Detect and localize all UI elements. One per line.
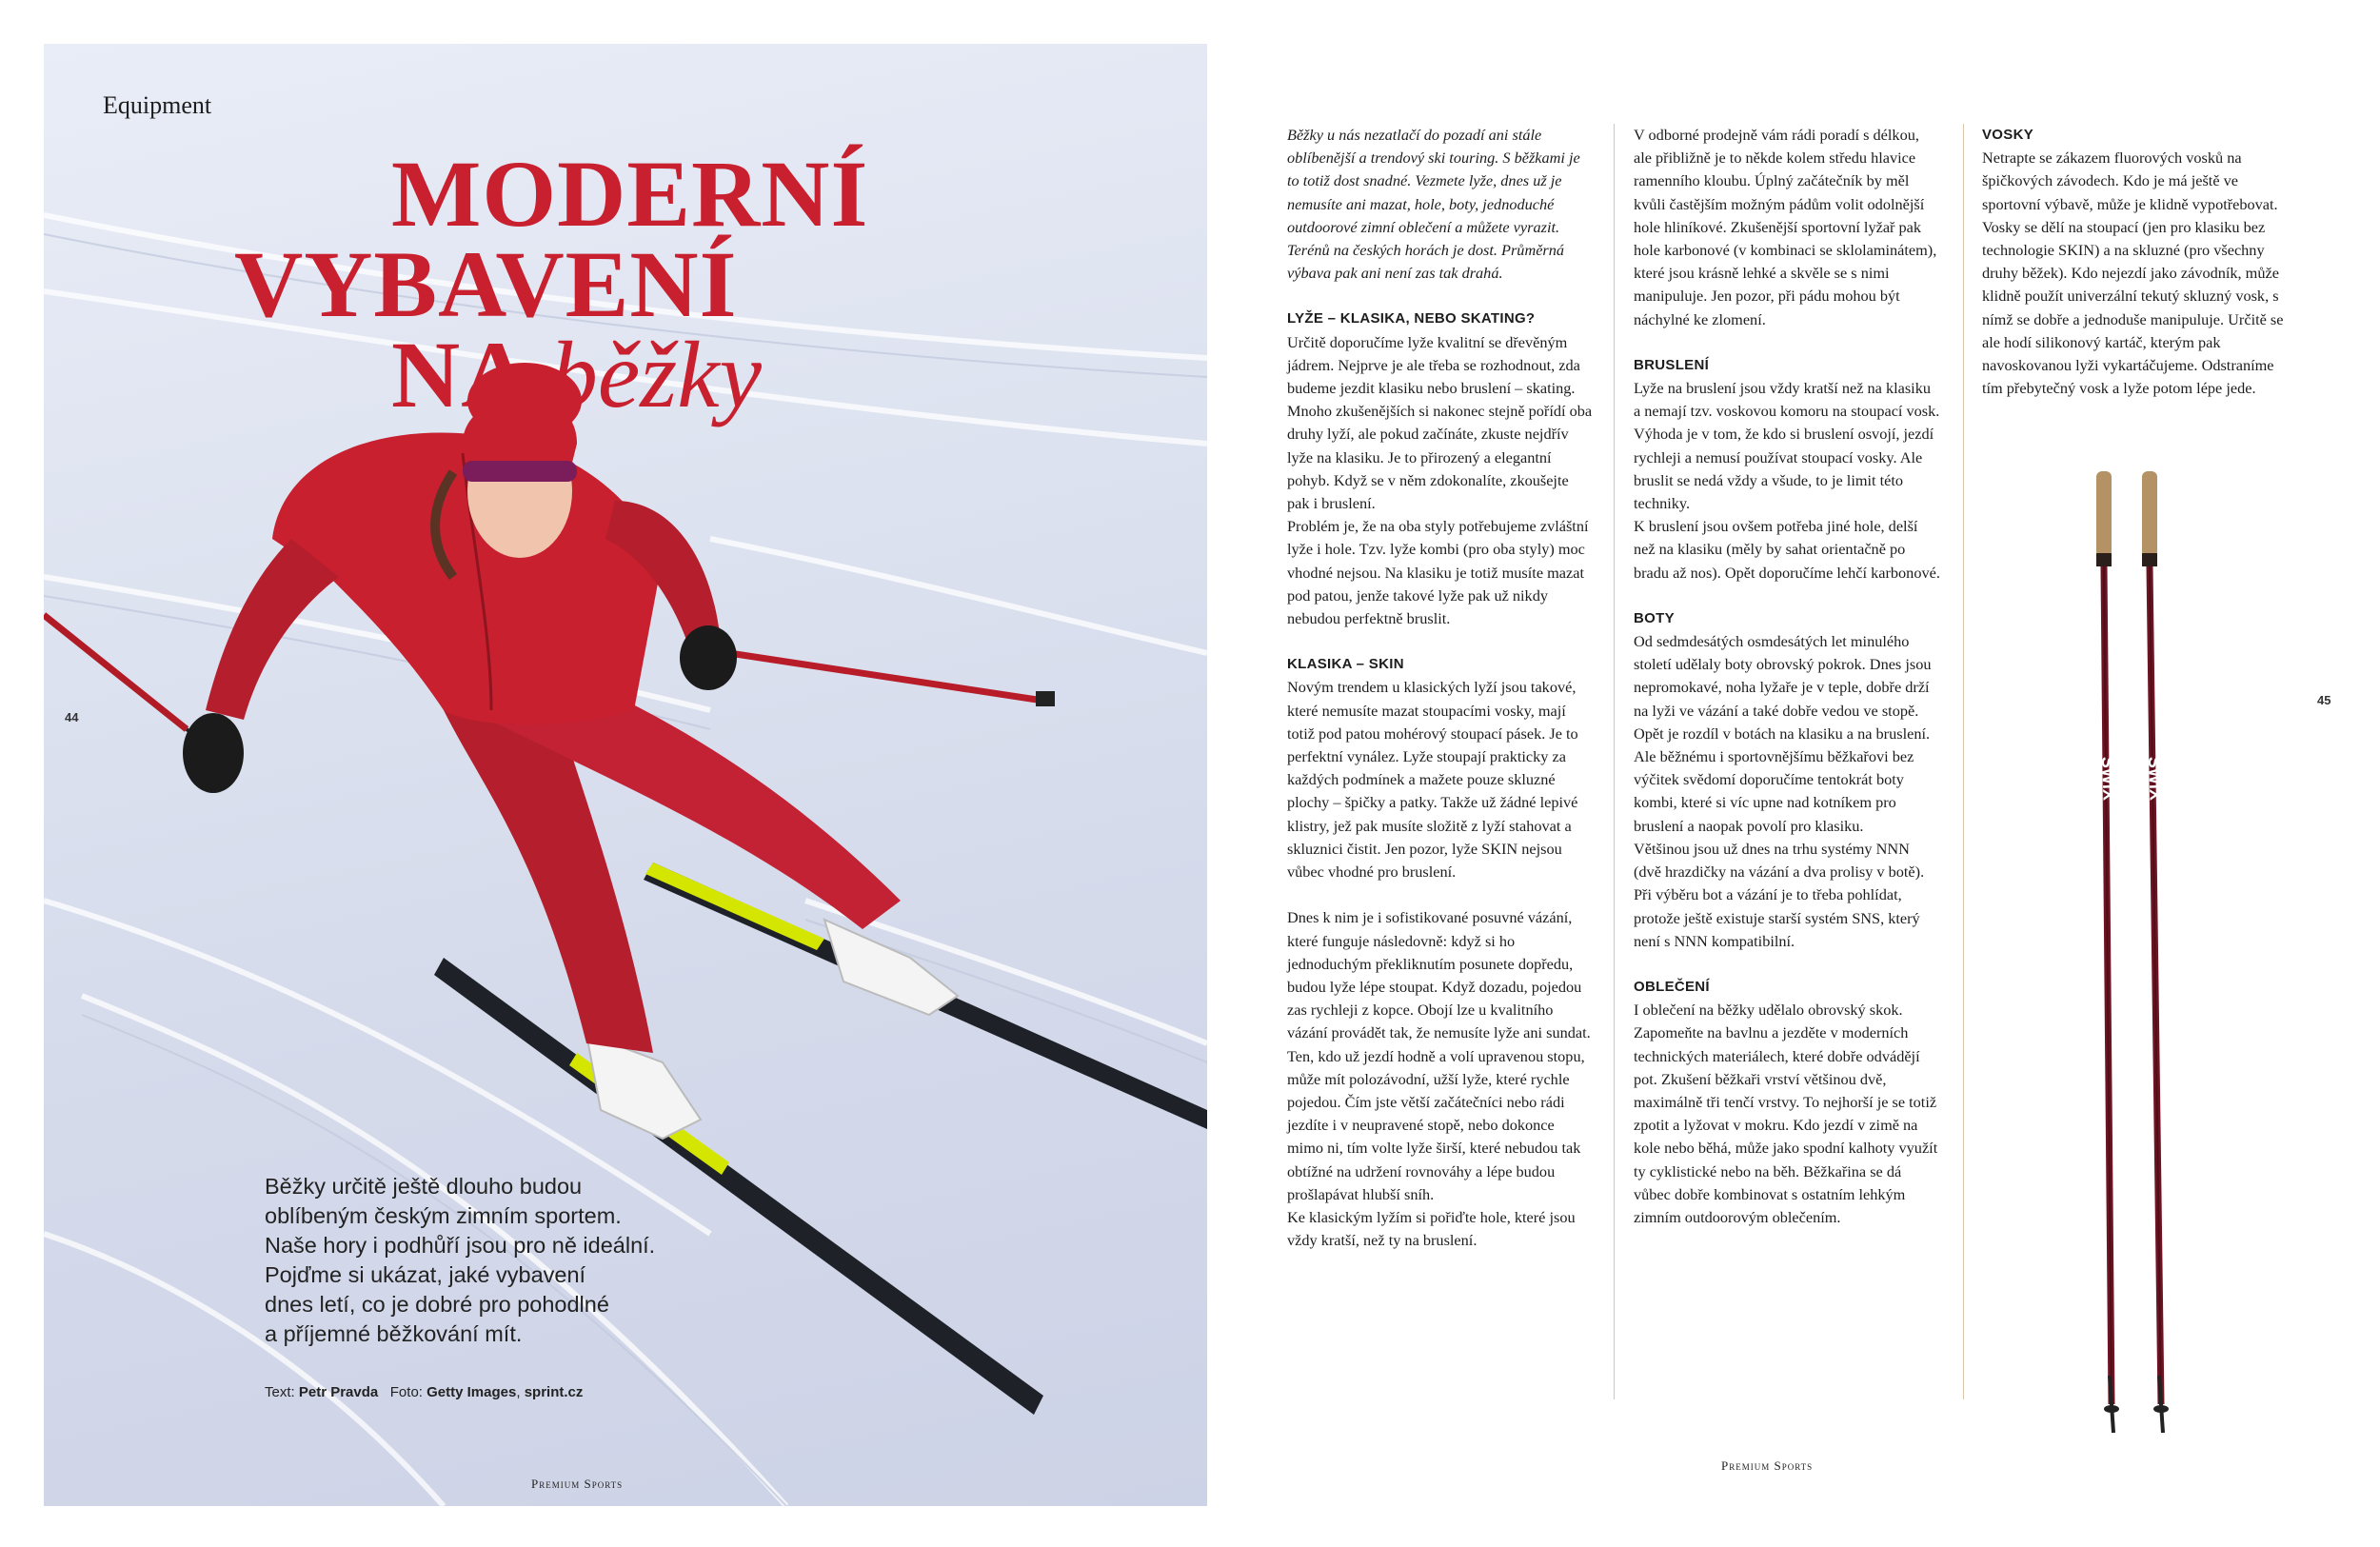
page-number-right: 45 [2317, 693, 2331, 707]
paragraph: K bruslení jsou ovšem potřeba jiné hole, delší než na klasiku (měly by sahat orientačně po bradu až nos). Opět doporučíme lehčí karbonové. [1634, 517, 1940, 582]
lead-paragraph [265, 1172, 760, 1349]
credits-separator: , [516, 1384, 525, 1400]
paragraph: Od sedmdesátých osmdesátých let minulého století udělaly boty obrovský pokrok. Dnes jsou nepromokavé, noha lyžaře je v teple, dobře drží na lyži ve vázání a také dobře vedou ve stopě. [1634, 632, 1932, 720]
section-label: Equipment [103, 91, 212, 119]
lead-line: dnes letí, co je dobré pro pohodlné [265, 1292, 609, 1317]
ski-poles-image [2075, 471, 2199, 1442]
paragraph: Netrapte se zákazem fluorových vosků na špičkových závodech. Kdo je má ještě ve sportovní výbavě, může je klidně vypotřebovat. Vosky se dělí na stoupací (jen pro klasiku bez technologie SKIN) a na skluzné (pro všechny druhy běžek). Kdo nejezdí jako závodník, může klidně použít univerzální tekutý skluzný vosk, s nímž se dobře a jednoduše manipuluje. Určitě se ale hodí silikonový kartáč, kterým pak navoskovanou lyži vykartáčujeme. Odstraníme tím přebytečný vosk a lyže potom lépe jede. [1982, 149, 2284, 398]
text-column-2 [1634, 124, 1940, 1229]
paragraph: Dnes k nim je i sofistikované posuvné vázání, které funguje následovně: když si ho jednoduchým překliknutím posunete dopředu, budou lyže lépe stoupat. Když dozadu, pojedou zas rychleji z kopce. Obojí lze u kvalitního vázání provádět tak, že nemusíte lyže ani sundat. [1287, 908, 1591, 1042]
left-page [44, 44, 1207, 1506]
footer-left: Premium Sports [531, 1477, 624, 1491]
headline-line-2: VYBAVENÍ [234, 231, 738, 337]
headline-line-1: MODERNÍ [391, 141, 869, 247]
credits-photo-source-2: sprint.cz [524, 1384, 584, 1400]
heading-brusleni: BRUSLENÍ [1634, 356, 1710, 373]
headline-bezky: běžky [549, 322, 762, 427]
credits-photo-source: Getty Images [426, 1384, 517, 1400]
credits-photo-label: Foto: [389, 1384, 427, 1400]
headline-na: NA [391, 322, 550, 427]
paragraph: Novým trendem u klasických lyží jsou takové, které nemusíte mazat stoupacími vosky, mají totiž pod patou mohérový stoupací pásek. Je to perfektní vynález. Lyže stoupají prakticky za každých podmínek a mažete pouze skluzné plochy – špičky a patky. Takže už žádné lepivé klistry, jež pak musíte složitě z lyží stahovat a skluznici čistit. Jen pozor, lyže SKIN nejsou vůbec vhodné pro bruslení. [1287, 678, 1578, 882]
lead-line: oblíbeným českým zimním sportem. [265, 1203, 622, 1228]
paragraph: Ten, kdo už jezdí hodně a volí upravenou stopu, může mít polozávodní, užší lyže, které rychle pojedou. Čím jste větší začátečníci nebo rádi jezdíte i v neupravené stopě, nebo dokonce mimo ni, tím volte lyže širší, které nebudou tak obtížné na udržení rovnováhy a lépe budou prošlapávat hlubší sníh. [1287, 1046, 1585, 1203]
credits-author: Petr Pravda [298, 1384, 379, 1400]
text-column-1 [1287, 124, 1594, 1252]
pole-brand-left: SWIX [2098, 756, 2119, 802]
pole-brand-right: SWIX [2145, 756, 2166, 802]
paragraph: Většinou jsou už dnes na trhu systémy NNN (dvě hrazdičky na vázání a dva prolisy v botě). Při výběru bot a vázání je to třeba pohlídat, protože ještě existuje starší systém SNS, který není s NNN kompatibilní. [1634, 839, 1925, 950]
headline-line-3 [391, 320, 762, 429]
paragraph: Ke klasickým lyžím si pořiďte hole, které jsou vždy kratší, než ty na bruslení. [1287, 1207, 1576, 1250]
paragraph: V odborné prodejně vám rádi poradí s délkou, ale přibližně je to někde kolem středu hlavice ramenního kloubu. Úplný začátečník by měl kvůli častějším možným pádům volit odolnější hole hliníkové. Zkušenější sportovní lyžař pak hole karbonové (v kombinaci se sklolaminátem), které jsou krásně lehké a skvěle se s nimi manipuluje. Jen pozor, při pádu mohou být náchylné ke zlomení. [1634, 126, 1937, 328]
paragraph: Opět je rozdíl v botách na klasiku a na bruslení. Ale běžnému i sportovnějšímu běžkařovi bez výčitek svědomí doporučíme tentokrát boty kombi, které si víc upne nad kotníkem pro bruslení a naopak povolí pro klasiku. [1634, 724, 1931, 835]
text-column-3 [1982, 124, 2296, 400]
column-divider [1963, 124, 1964, 1399]
lead-line: a příjemné běžkování mít. [265, 1321, 523, 1346]
paragraph: Určitě doporučíme lyže kvalitní se dřevěným jádrem. Nejprve je ale třeba se rozhodnout, zda budeme jezdit klasiku nebo bruslení – skating. Mnoho zkušenějších si nakonec stejně pořídí oba druhy lyží, ale pokud začínáte, zkuste nejdřív lyže na klasiku. Je to přirozený a elegantní pohyb. Když se v něm zdokonalíte, zkoušejte pak i bruslení. [1287, 332, 1593, 513]
heading-lyze: LYŽE – KLASIKA, NEBO SKATING? [1287, 310, 1536, 327]
heading-boty: BOTY [1634, 609, 1675, 626]
lead-line: Naše hory i podhůří jsou pro ně ideální. [265, 1233, 656, 1258]
column-divider [1614, 124, 1615, 1399]
credits-text-label: Text: [265, 1384, 299, 1400]
paragraph: I oblečení na běžky udělalo obrovský skok. Zapomeňte na bavlnu a jezděte v moderních technických materiálech, které dobře odvádějí pot. Zkušení běžkaři vrství většinou dvě, maximálně tři tenčí vrstvy. To nejhorší je se totiž zpotit a lyžovat v mokru. Kdo jezdí v zimě na kole nebo běhá, může jako spodní kalhoty využít ty cyklistické nebo na běh. Běžkařina se dá vůbec dobře kombinovat s ostatním lehkým zimním outdoorovým oblečením. [1634, 1001, 1938, 1226]
lead-line: Pojďme si ukázat, jaké vybavení [265, 1262, 586, 1287]
intro-paragraph: Běžky u nás nezatlačí do pozadí ani stále oblíbenější a trendový ski touring. S běžkami je to totiž dost snadné. Vezmete lyže, dnes už je nemusíte ani mazat, hole, boty, jednoduché outdoorové zimní oblečení a můžete vyrazit. Terénů na českých horách je dost. Průměrná výbava pak ani není zas tak drahá. [1287, 126, 1580, 283]
footer-right: Premium Sports [1721, 1458, 1814, 1473]
credits [265, 1384, 583, 1400]
heading-klasika-skin: KLASIKA – SKIN [1287, 656, 1404, 673]
page-number-left: 44 [65, 710, 79, 724]
paragraph: Problém je, že na oba styly potřebujeme zvláštní lyže i hole. Tzv. lyže kombi (pro oba styly) moc vhodné nejsou. Na klasiku je totiž musíte mazat pod patou, jenže takové lyže pak už nikdy nebudou perfektně bruslit. [1287, 517, 1589, 628]
pole-grip [2096, 471, 2112, 557]
heading-vosky: VOSKY [1982, 127, 2034, 143]
heading-obleceni: OBLEČENÍ [1634, 978, 1710, 995]
paragraph: Lyže na bruslení jsou vždy kratší než na klasiku a nemají tzv. voskovou komoru na stoupací vosk. Výhoda je v tom, že kdo si bruslení osvojí, jezdí rychleji a nemusí používat stoupací vosky. Ale bruslit se nedá vždy a všude, to je limit této techniky. [1634, 379, 1940, 513]
pole-grip [2142, 471, 2157, 557]
lead-line: Běžky určitě ještě dlouho budou [265, 1174, 583, 1199]
